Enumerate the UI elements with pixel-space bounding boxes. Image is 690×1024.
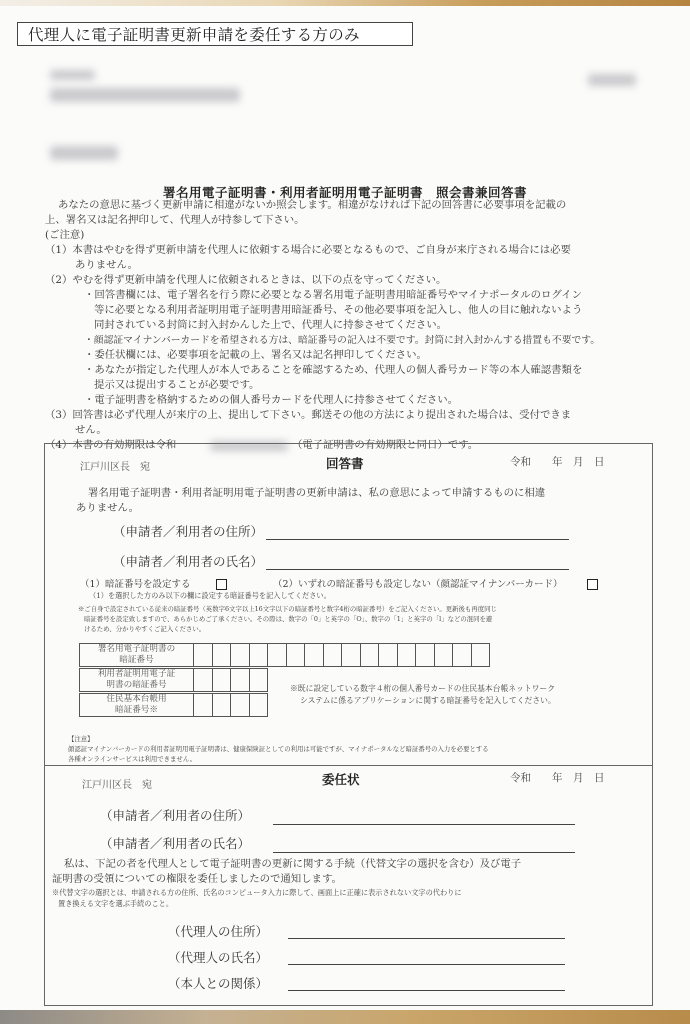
applicant-address-label: （申請者／利用者の住所） (113, 524, 264, 539)
proxy-statement-cont: 証明書の受領についての権限を委任しましたので通知します。 (52, 873, 342, 885)
section-divider (44, 765, 653, 766)
agent-address-label: （代理人の住所） (168, 924, 269, 939)
proxy-addressee: 江戸川区長 宛 (82, 780, 152, 791)
option-2-checkbox[interactable] (587, 579, 598, 590)
notes-heading: (ご注意) (45, 229, 85, 241)
pin-digit-box[interactable] (194, 669, 213, 692)
redacted-postal-code (50, 70, 95, 80)
note-4-prefix: （4）本書の有効期限は令和 (45, 439, 177, 451)
proxy-applicant-name-field[interactable] (273, 852, 575, 853)
answer-statement: 署名用電子証明書・利用者証明用電子証明書の更新申請は、私の意思によって申請するものに相違 (88, 487, 546, 499)
note-1-cont: ありません。 (75, 259, 138, 271)
note-3-cont: せん。 (75, 424, 107, 436)
user-cert-pin-label-line1: 利用者証明用電子証 (97, 669, 176, 679)
alt-char-note: ※代替文字の選択とは、申請される方の住所、氏名のコンピュータ入力に際して、画面上に正確に表示されない文字の代わりに (52, 888, 462, 897)
redacted-recipient-name (50, 146, 118, 160)
pin-digit-box[interactable] (342, 644, 361, 667)
pin-digit-box[interactable] (212, 644, 231, 667)
pin-digit-box[interactable] (231, 694, 250, 717)
answer-date: 令和 年 月 日 (510, 456, 605, 468)
pin-note: ※ご自身で設定されている従来の暗証番号（英数字6文字以上16文字以下の暗証番号と数字4桁の暗証番号）をご記入ください。更新後も再度同じ (78, 605, 497, 613)
agent-address-field[interactable] (288, 938, 565, 939)
note-2-bullet-1-cont: 等に必要となる利用者証明用電子証明書用暗証番号、その他必要事項を記入し、他人の目に触れないよう (94, 304, 583, 316)
note-3: （3）回答書は必ず代理人が来庁の上、提出して下さい。郵送その他の方法により提出された場合は、受付できま (45, 409, 572, 421)
pin-digit-box[interactable] (305, 644, 324, 667)
pin-digit-box[interactable] (231, 669, 250, 692)
pin-digit-box[interactable] (379, 644, 398, 667)
note-2-bullet-4-cont: 提示又は提出することが必要です。 (94, 379, 260, 391)
user-cert-pin-label-line2: 明書の暗証番号 (106, 680, 167, 690)
option-1-checkbox[interactable] (216, 579, 227, 590)
proxy-date: 令和 年 月 日 (510, 772, 605, 784)
note-2: （2）やむを得ず更新申請を代理人に依頼されるときは、以下の点を守ってください。 (45, 274, 447, 286)
proxy-applicant-address-label: （申請者／利用者の住所） (100, 808, 251, 823)
resident-registry-pin-row (79, 693, 268, 717)
pin-digit-box[interactable] (194, 644, 213, 667)
pin-digit-box[interactable] (416, 644, 435, 667)
pin-note-cont2: けるため、分かりやすくご記入ください。 (84, 625, 206, 633)
agent-name-field[interactable] (288, 964, 565, 965)
pin-digit-box[interactable] (212, 669, 231, 692)
pin-digit-box[interactable] (249, 694, 268, 717)
resident-registry-pin-label (80, 694, 194, 717)
option-2-label: （2）いずれの暗証番号も設定しない（顔認証マイナンバーカード） (273, 579, 563, 590)
pin-digit-box[interactable] (323, 644, 342, 667)
note-2-bullet-5: ・電子証明書を格納するための個人番号カードを代理人に持参させてください。 (84, 394, 459, 406)
proxy-applicant-address-field[interactable] (273, 824, 575, 825)
note-4-suffix: （電子証明書の有効期限と同日）です。 (292, 439, 479, 451)
pin-digit-box[interactable] (434, 644, 453, 667)
pin-note-cont: 暗証番号を設定致しますので、あらかじめご了承ください。その際は、数字の「0」と英字の「O」、数字の「1」と英字の「l」などの混同を避 (84, 615, 493, 623)
note-2-bullet-3: ・委任状欄には、必要事項を記載の上、署名又は記名押印してください。 (84, 349, 427, 361)
pin-digit-box[interactable] (286, 644, 305, 667)
resident-registry-pin-label-line2: 暗証番号※ (115, 705, 158, 715)
signing-pin-row (79, 643, 490, 667)
note-2-bullet-4: ・あなたが指定した代理人が本人であることを確認するため、代理人の個人番号カード等の本人確認書類を (84, 364, 583, 376)
applicant-name-label: （申請者／利用者の氏名） (113, 554, 264, 569)
signing-pin-label-line1: 署名用電子証明書の (97, 644, 176, 654)
signing-pin-label (80, 644, 194, 667)
note-2-bullet-2: ・顔認証マイナンバーカードを希望される方は、暗証番号の記入は不要です。封筒に封入封かんする措置も不要です。 (84, 335, 601, 346)
note-2-bullet-1: ・回答書欄には、電子署名を行う際に必要となる署名用電子証明書用暗証番号やマイナポータルのログイン (84, 289, 583, 301)
proxy-applicant-name-label: （申請者／利用者の氏名） (100, 836, 251, 851)
document-title: 署名用電子証明書・利用者証明用電子証明書 照会書兼回答書 (162, 185, 527, 200)
proxy-statement: 私は、下記の者を代理人として電子証明書の更新に関する手続（代替文字の選択を含む）及び電子 (64, 858, 522, 870)
answer-statement-cont: ありません。 (76, 502, 139, 514)
resident-pin-note: ※既に設定している数字４桁の個人番号カードの住民基本台帳ネットワーク (290, 684, 556, 693)
user-cert-pin-label (80, 669, 194, 692)
note-2-bullet-1-cont2: 同封されている封筒に封入封かんした上で、代理人に持参させてください。 (94, 319, 448, 331)
applicant-name-field[interactable] (266, 569, 569, 570)
pin-digit-box[interactable] (453, 644, 472, 667)
applicant-address-field[interactable] (266, 539, 569, 540)
user-cert-pin-row (79, 668, 268, 692)
agent-name-label: （代理人の氏名） (168, 950, 269, 965)
redacted-reference (588, 74, 636, 86)
paper-bottom-edge (0, 1010, 690, 1024)
proxy-only-label: 代理人に電子証明書更新申請を委任する方のみ (17, 22, 413, 46)
alt-char-note-cont: 置き換える文字を選ぶ手続のこと。 (58, 899, 174, 908)
option-1-label: （1）暗証番号を設定する (80, 579, 191, 590)
intro-text-cont: 上、署名又は記名押印して、代理人が持参して下さい。 (45, 214, 305, 226)
relationship-label: （本人との関係） (168, 976, 269, 991)
answer-form-title: 回答書 (326, 456, 364, 471)
pin-digit-box[interactable] (471, 644, 490, 667)
pin-digit-box[interactable] (194, 694, 213, 717)
pin-digit-box[interactable] (212, 694, 231, 717)
pin-digit-box[interactable] (360, 644, 379, 667)
relationship-field[interactable] (288, 990, 565, 991)
signing-pin-label-line2: 暗証番号 (119, 655, 154, 665)
answer-addressee: 江戸川区長 宛 (80, 462, 150, 473)
caution-text-cont: 各種オンラインサービスは利用できません。 (68, 755, 197, 763)
resident-pin-note-cont: システムに係るアプリケーションに関する暗証番号を記入してください。 (300, 696, 556, 705)
pin-digit-box[interactable] (249, 644, 268, 667)
redacted-address (50, 88, 240, 102)
caution-text: 顔認証マイナンバーカードの利用者証明用電子証明書は、健康保険証としての利用は可能ですが、マイナポータルなど暗証番号の入力を必要とする (68, 745, 489, 753)
pin-digit-box[interactable] (249, 669, 268, 692)
resident-registry-pin-label-line1: 住民基本台帳用 (106, 694, 167, 704)
option-note: （1）を選択した方のみ以下の欄に設定する暗証番号を記入してください。 (89, 591, 331, 600)
pin-digit-box[interactable] (397, 644, 416, 667)
pin-digit-box[interactable] (268, 644, 287, 667)
intro-text: あなたの意思に基づく更新申請に相違がないか照会します。相違がなければ下記の回答書に必要事項を記載の (58, 199, 567, 211)
proxy-form-title: 委任状 (322, 772, 360, 787)
note-1: （1）本書はやむを得ず更新申請を代理人に依頼する場合に必要となるもので、ご自身が来庁される場合には必要 (45, 244, 571, 256)
caution-heading: 【注意】 (68, 735, 94, 743)
pin-digit-box[interactable] (231, 644, 250, 667)
